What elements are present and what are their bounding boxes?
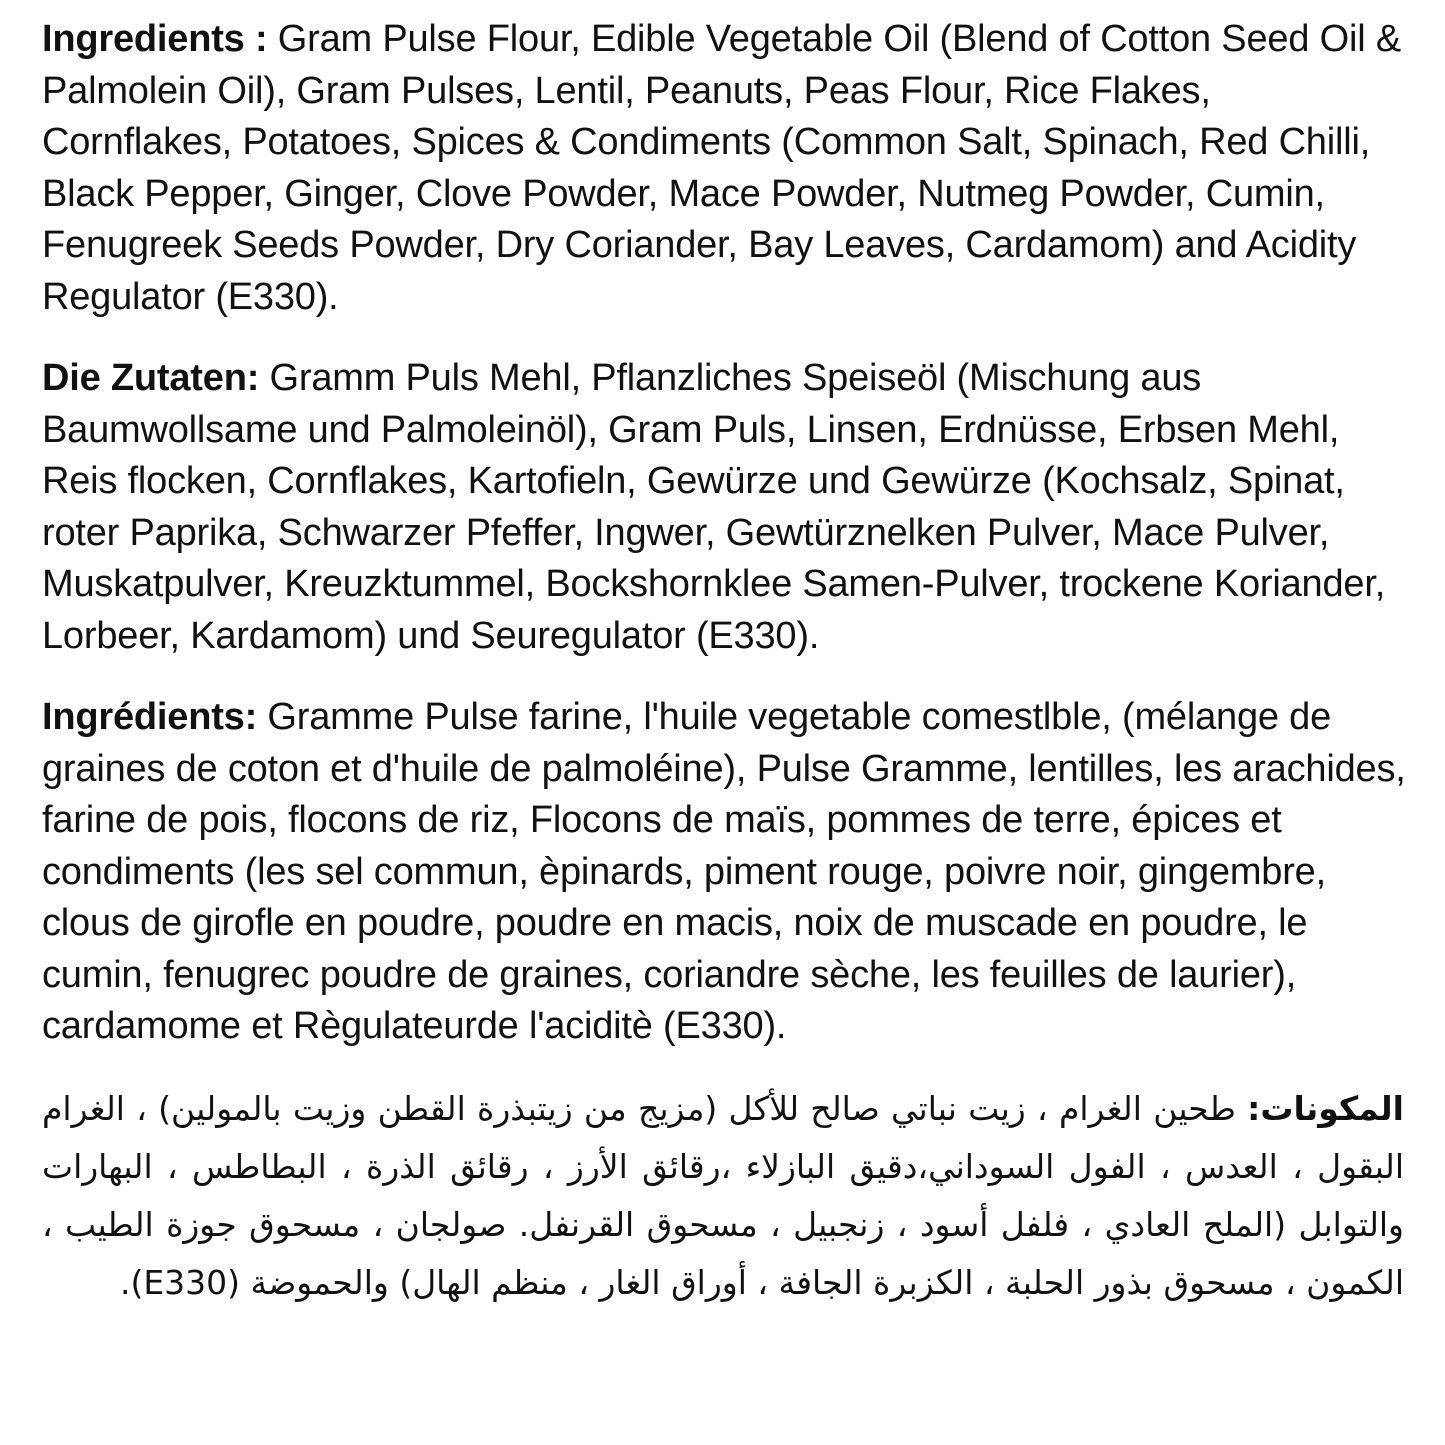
ingredients-english [42,14,1408,323]
arabic-label: المكونات: [1247,1089,1404,1128]
french-label: Ingrédients: [42,696,258,738]
ingredients-french [42,692,1408,1053]
ingredients-arabic [42,1080,1404,1312]
ingredients-panel [42,14,1408,1053]
ingredients-german [42,353,1408,662]
german-text: Gramm Puls Mehl, Pflanzliches Speiseöl (Mischung aus Baumwollsame und Palmoleinöl), Gram Puls, Linsen, Erdnüsse, Erbsen Mehl, Reis flocken, Cornflakes, Kartofieln, Gewürze und Gewürze (Kochsalz, Spinat, roter Paprika, Schwarzer Pfeffer, Ingwer, Gewtürznelken Pulver, Mace Pulver, Muskatpulver, Kreuzktummel, Bockshornklee Samen-Pulver, trockene Koriander, Lorbeer, Kardamom) und Seuregulator (E330). [42,357,1386,657]
arabic-text: طحين الغرام ، زيت نباتي صالح للأكل (مزيج من زيتبذرة القطن وزيت بالمولين) ، الغرام البقول ، العدس ، الفول السوداني،دقيق البازلاء ،رقائق الأرز ، رقائق الذرة ، البطاطس ، البهارات والتوابل (الملح العادي ، فلفل أسود ، زنجبيل ، مسحوق القرنفل. صولجان ، مسحوق جوزة الطيب ، الكمون ، مسحوق بذور الحلبة ، الكزبرة الجافة ، أوراق الغار ، منظم الهال) والحموضة (E330). [42,1089,1404,1302]
english-text: Gram Pulse Flour, Edible Vegetable Oil (Blend of Cotton Seed Oil & Palmolein Oil), Gram Pulses, Lentil, Peanuts, Peas Flour, Rice Flakes, Cornflakes, Potatoes, Spices & Condiments (Common Salt, Spinach, Red Chilli, Black Pepper, Ginger, Clove Powder, Mace Powder, Nutmeg Powder, Cumin, Fenugreek Seeds Powder, Dry Coriander, Bay Leaves, Cardamom) and Acidity Regulator (E330). [42,18,1401,318]
english-label: Ingredients : [42,18,268,60]
french-text: Gramme Pulse farine, l'huile vegetable comestlble, (mélange de graines de coton et d'huile de palmoléine), Pulse Gramme, lentilles, les arachides, farine de pois, flocons de riz, Flocons de maïs, pommes de terre, épices et condiments (les sel commun, èpinards, piment rouge, poivre noir, gingembre, clous de girofle en poudre, poudre en macis, noix de muscade en poudre, le cumin, fenugrec poudre de graines, coriandre sèche, les feuilles de laurier), cardamome et Règulateurde l'aciditè (E330). [42,696,1406,1047]
german-label: Die Zutaten: [42,357,260,399]
